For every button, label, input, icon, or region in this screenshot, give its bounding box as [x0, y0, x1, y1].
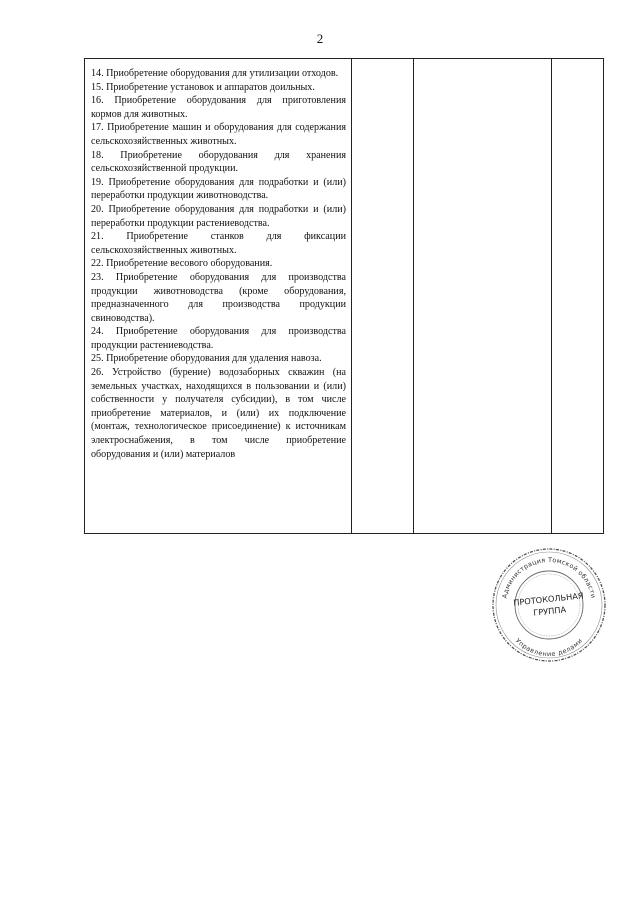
list-item: 16. Приобретение оборудования для приготовления кормов для животных. [91, 95, 346, 120]
official-stamp [489, 545, 609, 665]
list-item: 25. Приобретение оборудования для удаления навоза. [91, 353, 322, 365]
stamp-ring-top-text: Администрация Томской области [500, 555, 598, 599]
list-item: 19. Приобретение оборудования для подработки и (или) переработки продукции животноводства. [91, 176, 346, 202]
table-row [85, 59, 604, 534]
list-item: 24. Приобретение оборудования для производства продукции растениеводства. [91, 326, 346, 351]
document-table [84, 58, 604, 534]
list-item: 18. Приобретение оборудования для хранения сельскохозяйственной продукции. [91, 149, 346, 175]
list-item: 15. Приобретение установок и аппаратов доильных. [91, 81, 315, 93]
items-list [85, 59, 351, 461]
list-item: 17. Приобретение машин и оборудования для содержания сельскохозяйственных животных. [91, 122, 346, 147]
empty-cell [352, 59, 414, 534]
list-item: 14. Приобретение оборудования для утилизации отходов. [91, 68, 339, 79]
list-item: 21. Приобретение станков для фиксации сельскохозяйственных животных. [91, 231, 346, 256]
page-number: 2 [316, 31, 324, 46]
stamp-center-line2: ГРУППА [532, 604, 567, 618]
list-item: 23. Приобретение оборудования для производства продукции животноводства (кроме оборудования, предназначенного для производства продукции свиноводства). [91, 271, 346, 324]
empty-cell [552, 59, 604, 534]
items-cell [85, 59, 352, 534]
list-item: 26. Устройство (бурение) водозаборных скважин (на земельных участках, находящихся в пользовании и (или) собственности у получателя субсидии), в том числе приобретение материалов, и (или) их подключение (монтаж, технологическое присоединение) к источникам электроснабжения, в том числе приобретение оборудования и (или) материалов [91, 367, 346, 460]
empty-cell [414, 59, 552, 534]
stamp-ring-bottom-text: Управление делами [513, 636, 585, 659]
stamp-center-line1: ПРОТОКОЛЬНАЯ [512, 590, 584, 608]
list-item: 22. Приобретение весового оборудования. [91, 258, 273, 270]
stamp-seal-graphic [493, 549, 605, 661]
list-item: 20. Приобретение оборудования для подработки и (или) переработки продукции растениеводства. [91, 203, 346, 229]
